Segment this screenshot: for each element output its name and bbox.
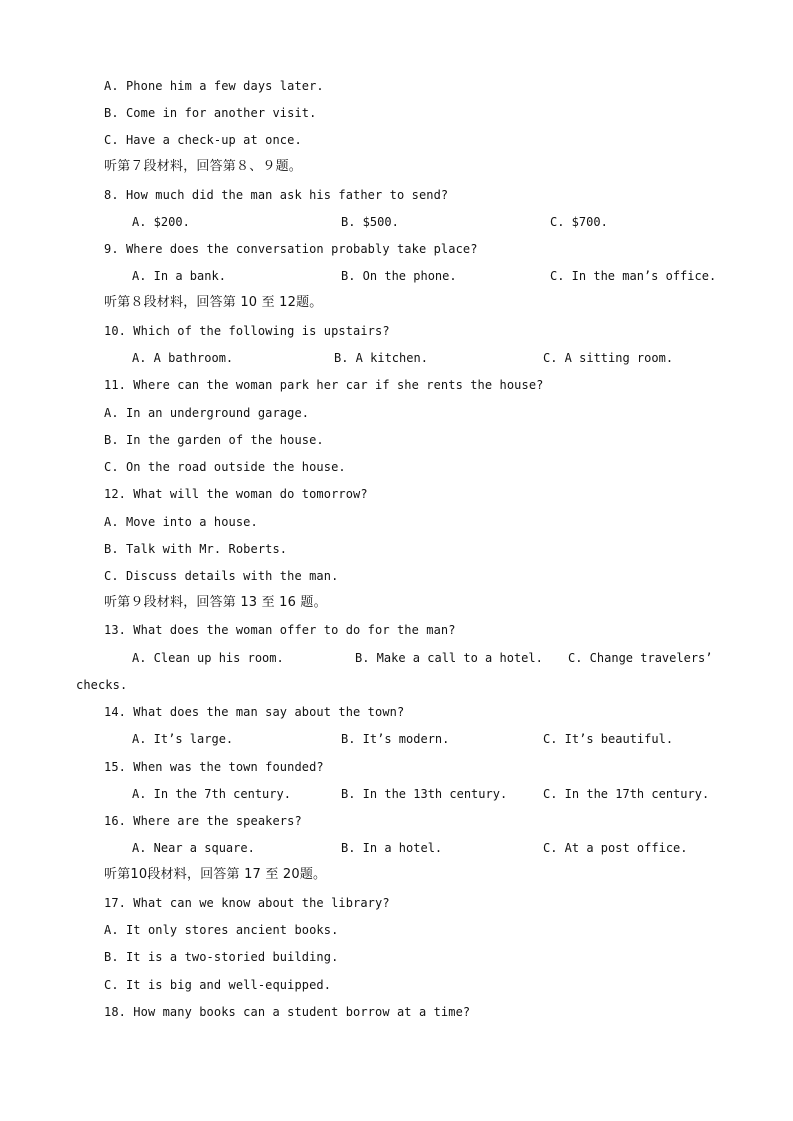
q14-stem: 14. What does the man say about the town? bbox=[104, 705, 405, 719]
q18-stem: 18. How many books can a student borrow at a time? bbox=[104, 1005, 471, 1019]
q15-option-a: A. In the 7th century. bbox=[132, 787, 291, 801]
q8-option-a: A. $200. bbox=[132, 215, 190, 229]
q10-option-c: C. A sitting room. bbox=[543, 351, 674, 365]
q13-option-c: C. Change travelers’ bbox=[568, 651, 713, 665]
q13-option-c-continued: checks. bbox=[76, 678, 128, 692]
q16-option-b: B. In a hotel. bbox=[341, 841, 443, 855]
q12-option-b: B. Talk with Mr. Roberts. bbox=[104, 542, 288, 556]
q11-option-c: C. On the road outside the house. bbox=[104, 460, 346, 474]
q13-option-b: B. Make a call to a hotel. bbox=[355, 651, 543, 665]
q15-option-b: B. In the 13th century. bbox=[341, 787, 508, 801]
q15-option-c: C. In the 17th century. bbox=[543, 787, 710, 801]
q12-option-c: C. Discuss details with the man. bbox=[104, 569, 339, 583]
q8-stem: 8. How much did the man ask his father to send? bbox=[104, 188, 449, 202]
q9-option-a: A. In a bank. bbox=[132, 269, 226, 283]
q17-stem: 17. What can we know about the library? bbox=[104, 896, 390, 910]
q7-option-a: A. Phone him a few days later. bbox=[104, 79, 324, 93]
q8-option-b: B. $500. bbox=[341, 215, 399, 229]
section-8-heading: 听第８段材料，回答第 10 至 12题。 bbox=[104, 295, 323, 310]
q12-stem: 12. What will the woman do tomorrow? bbox=[104, 487, 368, 501]
q10-stem: 10. Which of the following is upstairs? bbox=[104, 324, 390, 338]
section-7-heading: 听第７段材料，回答第８、９题。 bbox=[104, 159, 303, 174]
q16-option-a: A. Near a square. bbox=[132, 841, 255, 855]
q16-stem: 16. Where are the speakers? bbox=[104, 814, 302, 828]
section-10-heading: 听第10段材料，回答第 17 至 20题。 bbox=[104, 867, 327, 882]
q17-option-c: C. It is big and well-equipped. bbox=[104, 978, 332, 992]
section-9-heading: 听第９段材料，回答第 13 至 16 题。 bbox=[104, 595, 327, 610]
q16-option-c: C. At a post office. bbox=[543, 841, 688, 855]
q10-option-b: B. A kitchen. bbox=[334, 351, 428, 365]
q9-stem: 9. Where does the conversation probably take place? bbox=[104, 242, 478, 256]
q10-option-a: A. A bathroom. bbox=[132, 351, 234, 365]
q7-option-b: B. Come in for another visit. bbox=[104, 106, 317, 120]
q13-option-a: A. Clean up his room. bbox=[132, 651, 284, 665]
q17-option-a: A. It only stores ancient books. bbox=[104, 923, 339, 937]
q14-option-c: C. It’s beautiful. bbox=[543, 732, 674, 746]
q15-stem: 15. When was the town founded? bbox=[104, 760, 324, 774]
q13-stem: 13. What does the woman offer to do for the man? bbox=[104, 623, 456, 637]
q7-option-c: C. Have a check-up at once. bbox=[104, 133, 302, 147]
q11-option-a: A. In an underground garage. bbox=[104, 406, 310, 420]
q9-option-c: C. In the man’s office. bbox=[550, 269, 717, 283]
q14-option-a: A. It’s large. bbox=[132, 732, 234, 746]
q17-option-b: B. It is a two-storied building. bbox=[104, 950, 339, 964]
q8-option-c: C. $700. bbox=[550, 215, 608, 229]
q14-option-b: B. It’s modern. bbox=[341, 732, 450, 746]
q12-option-a: A. Move into a house. bbox=[104, 515, 258, 529]
q11-option-b: B. In the garden of the house. bbox=[104, 433, 324, 447]
q11-stem: 11. Where can the woman park her car if she rents the house? bbox=[104, 378, 544, 392]
q9-option-b: B. On the phone. bbox=[341, 269, 457, 283]
